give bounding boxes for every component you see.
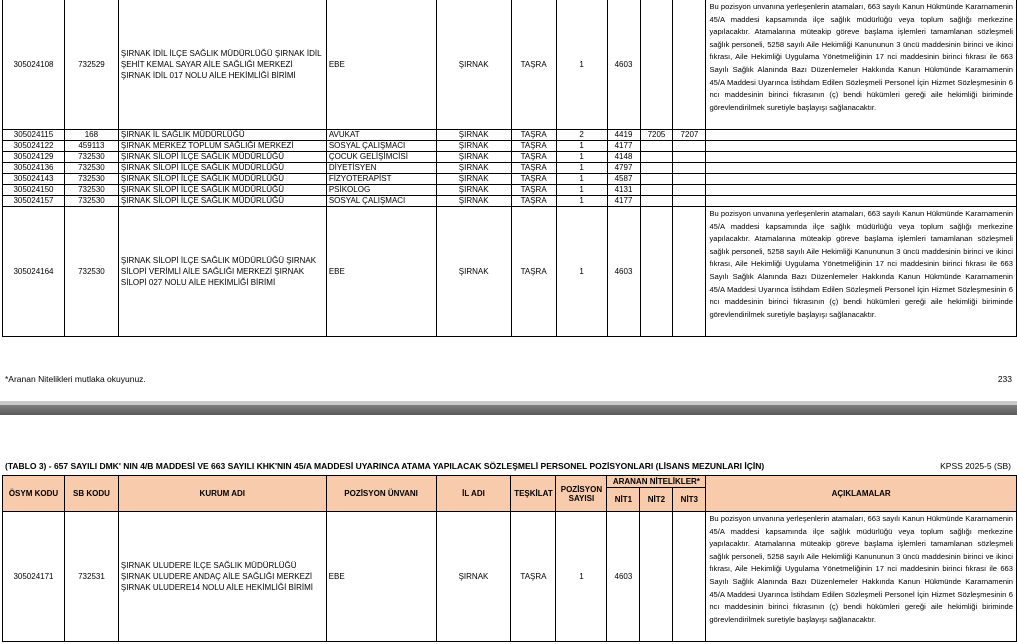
position-count: 1 xyxy=(556,0,607,130)
position-title: SOSYAL ÇALIŞMACI xyxy=(326,196,436,207)
sb-code: 732530 xyxy=(64,185,118,196)
qualification-2 xyxy=(640,0,673,130)
qualification-1: 4603 xyxy=(607,207,640,337)
province: ŞIRNAK xyxy=(436,207,511,337)
position-title: ÇOCUK GELİŞİMCİSİ xyxy=(326,152,436,163)
table-row xyxy=(3,152,1017,163)
province: ŞIRNAK xyxy=(436,141,511,152)
institution-name: ŞIRNAK SİLOPİ İLÇE SAĞLIK MÜDÜRLÜĞÜ ŞIRNAK SİLOPİ VERİMLİ AİLE SAĞLIĞI MERKEZİ ŞIRNAK SİLOPİ 027 NOLU AİLE HEKİMLİĞİ BİRİMİ xyxy=(118,207,326,337)
explanation xyxy=(706,185,1017,196)
qualification-1: 4587 xyxy=(607,174,640,185)
province: ŞIRNAK xyxy=(436,130,511,141)
province: ŞIRNAK xyxy=(436,512,511,642)
qualification-2 xyxy=(640,185,673,196)
organization: TAŞRA xyxy=(511,174,556,185)
position-title: EBE xyxy=(326,207,436,337)
qualification-1: 4177 xyxy=(607,196,640,207)
province: ŞIRNAK xyxy=(436,196,511,207)
osym-code: 305024164 xyxy=(3,207,65,337)
organization: TAŞRA xyxy=(511,0,556,130)
positions-table-next-page xyxy=(2,475,1017,642)
page-separator xyxy=(0,401,1017,415)
position-count: 1 xyxy=(556,512,607,642)
header-unvan: POZİSYON ÜNVANI xyxy=(326,476,436,512)
osym-code: 305024122 xyxy=(3,141,65,152)
qualification-1: 4603 xyxy=(607,512,640,642)
position-count: 1 xyxy=(556,152,607,163)
institution-name: ŞIRNAK SİLOPİ İLÇE SAĞLIK MÜDÜRLÜĞÜ xyxy=(118,152,326,163)
qualification-2 xyxy=(640,152,673,163)
organization: TAŞRA xyxy=(511,163,556,174)
position-count: 1 xyxy=(556,185,607,196)
position-count: 1 xyxy=(556,196,607,207)
qualification-1: 4177 xyxy=(607,141,640,152)
institution-name: ŞIRNAK SİLOPİ İLÇE SAĞLIK MÜDÜRLÜĞÜ xyxy=(118,185,326,196)
organization: TAŞRA xyxy=(511,512,556,642)
header-sb: SB KODU xyxy=(64,476,118,512)
position-title: SOSYAL ÇALIŞMACI xyxy=(326,141,436,152)
sb-code: 732529 xyxy=(64,0,118,130)
qualification-1: 4603 xyxy=(607,0,640,130)
qualification-1: 4148 xyxy=(607,152,640,163)
explanation xyxy=(706,163,1017,174)
table-row xyxy=(3,174,1017,185)
province: ŞIRNAK xyxy=(436,174,511,185)
table-row xyxy=(3,163,1017,174)
qualification-3 xyxy=(673,163,706,174)
sb-code: 732530 xyxy=(64,207,118,337)
qualification-2 xyxy=(640,141,673,152)
sb-code: 732530 xyxy=(64,174,118,185)
header-sayi: POZİSYON SAYISI xyxy=(556,476,607,512)
qualification-3 xyxy=(673,207,706,337)
qualification-3 xyxy=(673,512,706,642)
province: ŞIRNAK xyxy=(436,152,511,163)
institution-name: ŞIRNAK MERKEZ TOPLUM SAĞLIĞI MERKEZİ xyxy=(118,141,326,152)
table-row xyxy=(3,512,1017,642)
header-aciklama: AÇIKLAMALAR xyxy=(706,476,1017,512)
explanation xyxy=(706,196,1017,207)
organization: TAŞRA xyxy=(511,130,556,141)
qualification-3 xyxy=(673,152,706,163)
organization: TAŞRA xyxy=(511,207,556,337)
position-count: 2 xyxy=(556,130,607,141)
qualification-3 xyxy=(673,174,706,185)
position-count: 1 xyxy=(556,207,607,337)
osym-code: 305024129 xyxy=(3,152,65,163)
osym-code: 305024171 xyxy=(3,512,65,642)
explanation xyxy=(706,152,1017,163)
province: ŞIRNAK xyxy=(436,163,511,174)
organization: TAŞRA xyxy=(511,141,556,152)
qualification-2: 7205 xyxy=(640,130,673,141)
sb-code: 732530 xyxy=(64,163,118,174)
sb-code: 732530 xyxy=(64,152,118,163)
qualification-2 xyxy=(640,196,673,207)
table-row xyxy=(3,141,1017,152)
position-count: 1 xyxy=(556,141,607,152)
sb-code: 459113 xyxy=(64,141,118,152)
qualification-3 xyxy=(673,0,706,130)
osym-code: 305024136 xyxy=(3,163,65,174)
qualification-3 xyxy=(673,141,706,152)
institution-name: ŞIRNAK SİLOPİ İLÇE SAĞLIK MÜDÜRLÜĞÜ xyxy=(118,163,326,174)
qualification-3 xyxy=(673,196,706,207)
explanation: Bu pozisyon unvanına yerleşenlerin atamaları, 663 sayılı Kanun Hükmünde Kararnamenin 45/A maddesi kapsamında ilçe sağlık müdürlüğü veya toplum sağlığı merkezine yapılacaktır. Atamalarına müteakip göreve başlama işlemleri tamamlanan sözleşmeli sağlık personeli, 5258 sayılı Aile Hekimliği Kanununun 3 üncü maddesinin birinci ve ikinci fıkrası, Aile Hekimliği Uygulama Yönetmeliğinin 17 nci maddesinin birinci fıkrası ile 663 Sayılı Sağlık Alanında Bazı Düzenlemeler Hakkında Kanun Hükmünde Kararnamenin 45/A Maddesi Uyarınca İstihdam Edilen Sözleşmeli Personel İçin Hizmet Sözleşmesinin 6 ncı maddesinin birinci fıkrasının (ç) bendi hükümleri gereği aile hekimliği biriminde görevlendirilmek suretiyle başlayışı sağlanacaktır. xyxy=(706,512,1017,642)
positions-table-page-233 xyxy=(2,0,1017,337)
header-osym: ÖSYM KODU xyxy=(3,476,65,512)
position-title: DİYETİSYEN xyxy=(326,163,436,174)
institution-name: ŞIRNAK SİLOPİ İLÇE SAĞLIK MÜDÜRLÜĞÜ xyxy=(118,196,326,207)
position-count: 1 xyxy=(556,163,607,174)
header-row xyxy=(3,476,1017,488)
position-title: FİZYOTERAPİST xyxy=(326,174,436,185)
table-row xyxy=(3,196,1017,207)
qualification-3 xyxy=(673,185,706,196)
qualification-2 xyxy=(640,174,673,185)
header-kurum: KURUM ADI xyxy=(118,476,326,512)
position-title: AVUKAT xyxy=(326,130,436,141)
exam-label: KPSS 2025-5 (SB) xyxy=(940,461,1011,471)
qualification-2 xyxy=(640,163,673,174)
table-title: (TABLO 3) - 657 SAYILI DMK' NIN 4/B MADDESİ VE 663 SAYILI KHK'NIN 45/A MADDESİ UYARINCA ATAMA YAPILACAK SÖZLEŞMELİ PERSONEL POZİSYONLARI (LİSANS MEZUNLARI İÇİN) xyxy=(5,461,765,471)
table-row xyxy=(3,130,1017,141)
qualification-2 xyxy=(640,207,673,337)
header-teskilat: TEŞKİLAT xyxy=(511,476,556,512)
institution-name: ŞIRNAK İL SAĞLIK MÜDÜRLÜĞÜ xyxy=(118,130,326,141)
qualification-2 xyxy=(640,512,673,642)
explanation: Bu pozisyon unvanına yerleşenlerin atamaları, 663 sayılı Kanun Hükmünde Kararnamenin 45/A maddesi kapsamında ilçe sağlık müdürlüğü veya toplum sağlığı merkezine yapılacaktır. Atamalarına müteakip göreve başlama işlemleri tamamlanan sözleşmeli sağlık personeli, 5258 sayılı Aile Hekimliği Kanununun 3 üncü maddesinin birinci ve ikinci fıkrası, Aile Hekimliği Uygulama Yönetmeliğinin 17 nci maddesinin birinci fıkrası ile 663 Sayılı Sağlık Alanında Bazı Düzenlemeler Hakkında Kanun Hükmünde Kararnamenin 45/A Maddesi Uyarınca İstihdam Edilen Sözleşmeli Personel İçin Hizmet Sözleşmesinin 6 ncı maddesinin birinci fıkrasının (ç) bendi hükümleri gereği aile hekimliği biriminde görevlendirilmek suretiyle başlayışı sağlanacaktır. xyxy=(706,207,1017,337)
osym-code: 305024150 xyxy=(3,185,65,196)
table-row xyxy=(3,0,1017,130)
table-row xyxy=(3,207,1017,337)
header-nit3: NİT3 xyxy=(673,488,706,512)
osym-code: 305024157 xyxy=(3,196,65,207)
sb-code: 732531 xyxy=(64,512,118,642)
province: ŞIRNAK xyxy=(436,0,511,130)
osym-code: 305024115 xyxy=(3,130,65,141)
page-number: 233 xyxy=(997,374,1012,384)
institution-name: ŞIRNAK İDİL İLÇE SAĞLIK MÜDÜRLÜĞÜ ŞIRNAK İDİL ŞEHİT KEMAL SAYAR AİLE SAĞLIĞI MERKEZİ ŞIRNAK İDİL 017 NOLU AİLE HEKİMLİĞİ BİRİMİ xyxy=(118,0,326,130)
position-title: PSİKOLOG xyxy=(326,185,436,196)
sb-code: 732530 xyxy=(64,196,118,207)
explanation xyxy=(706,141,1017,152)
header-nit1: NİT1 xyxy=(607,488,640,512)
institution-name: ŞIRNAK ULUDERE İLÇE SAĞLIK MÜDÜRLÜĞÜ ŞIRNAK ULUDERE ANDAÇ AİLE SAĞLIĞI MERKEZİ ŞIRNAK ULUDERE14 NOLU AİLE HEKİMLİĞİ BİRİMİ xyxy=(118,512,326,642)
qualification-1: 4131 xyxy=(607,185,640,196)
organization: TAŞRA xyxy=(511,196,556,207)
qualification-3: 7207 xyxy=(673,130,706,141)
position-count: 1 xyxy=(556,174,607,185)
osym-code: 305024143 xyxy=(3,174,65,185)
header-aranan: ARANAN NİTELİKLER* xyxy=(607,476,706,488)
province: ŞIRNAK xyxy=(436,185,511,196)
header-nit2: NİT2 xyxy=(640,488,673,512)
footnote: *Aranan Nitelikleri mutlaka okuyunuz. xyxy=(5,374,146,384)
qualification-1: 4797 xyxy=(607,163,640,174)
header-il: İL ADI xyxy=(436,476,511,512)
explanation xyxy=(706,130,1017,141)
table-row xyxy=(3,185,1017,196)
organization: TAŞRA xyxy=(511,152,556,163)
osym-code: 305024108 xyxy=(3,0,65,130)
position-title: EBE xyxy=(326,512,436,642)
organization: TAŞRA xyxy=(511,185,556,196)
qualification-1: 4419 xyxy=(607,130,640,141)
position-title: EBE xyxy=(326,0,436,130)
institution-name: ŞIRNAK SİLOPİ İLÇE SAĞLIK MÜDÜRLÜĞÜ xyxy=(118,174,326,185)
explanation xyxy=(706,174,1017,185)
sb-code: 168 xyxy=(64,130,118,141)
explanation: Bu pozisyon unvanına yerleşenlerin atamaları, 663 sayılı Kanun Hükmünde Kararnamenin 45/A maddesi kapsamında ilçe sağlık müdürlüğü veya toplum sağlığı merkezine yapılacaktır. Atamalarına müteakip göreve başlama işlemleri tamamlanan sözleşmeli sağlık personeli, 5258 sayılı Aile Hekimliği Kanununun 3 üncü maddesinin birinci ve ikinci fıkrası, Aile Hekimliği Uygulama Yönetmeliğinin 17 nci maddesinin birinci fıkrası ile 663 Sayılı Sağlık Alanında Bazı Düzenlemeler Hakkında Kanun Hükmünde Kararnamenin 45/A Maddesi Uyarınca İstihdam Edilen Sözleşmeli Personel İçin Hizmet Sözleşmesinin 6 ncı maddesinin birinci fıkrasının (ç) bendi hükümleri gereği aile hekimliği biriminde görevlendirilmek suretiyle başlayışı sağlanacaktır. xyxy=(706,0,1017,130)
